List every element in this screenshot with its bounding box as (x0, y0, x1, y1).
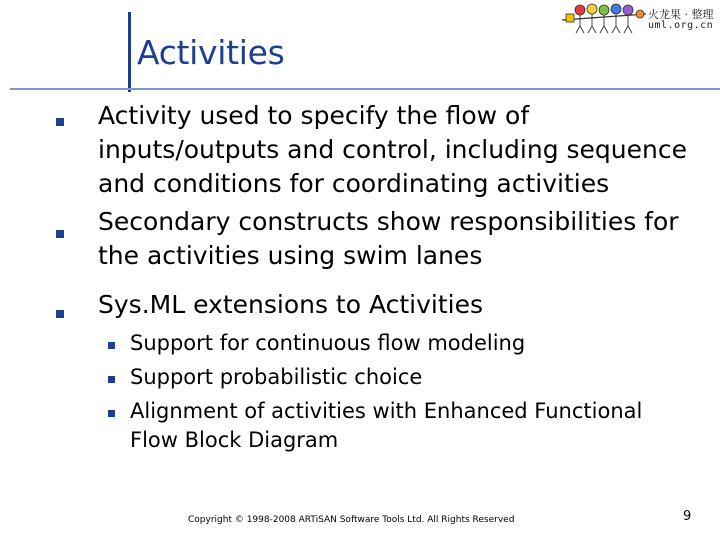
bullet-marker (56, 118, 64, 126)
sub-bullet-item: Alignment of activities with Enhanced Functional Flow Block Diagram (130, 399, 643, 452)
sub-bullet-item: Support probabilistic choice (130, 365, 423, 389)
page-number: 9 (683, 509, 692, 524)
slide-title: Activities (137, 33, 285, 72)
bullet-item: Secondary constructs show responsibilities for the activities using swim lanes (98, 207, 679, 270)
logo-text-line1: 火龙果 · 整理 (648, 8, 714, 21)
copyright-footer: Copyright © 1998-2008 ARTiSAN Software Tools Ltd. All Rights Reserved (188, 515, 515, 525)
bullet-marker (56, 310, 64, 318)
logo-text-line2: uml.org.cn (648, 20, 714, 31)
title-vertical-rule (128, 12, 131, 92)
sub-bullet-marker (108, 410, 115, 417)
bullet-marker (56, 230, 64, 238)
bullet-item: Activity used to specify the flow of inputs/outputs and control, including sequence and conditions for coordinating activities (98, 101, 687, 198)
bullet-item: Sys.ML extensions to Activities (98, 290, 484, 319)
title-horizontal-rule (10, 88, 720, 90)
sub-bullet-marker (108, 376, 115, 383)
sub-bullet-item: Support for continuous flow modeling (130, 331, 526, 355)
sub-bullet-marker (108, 342, 115, 349)
